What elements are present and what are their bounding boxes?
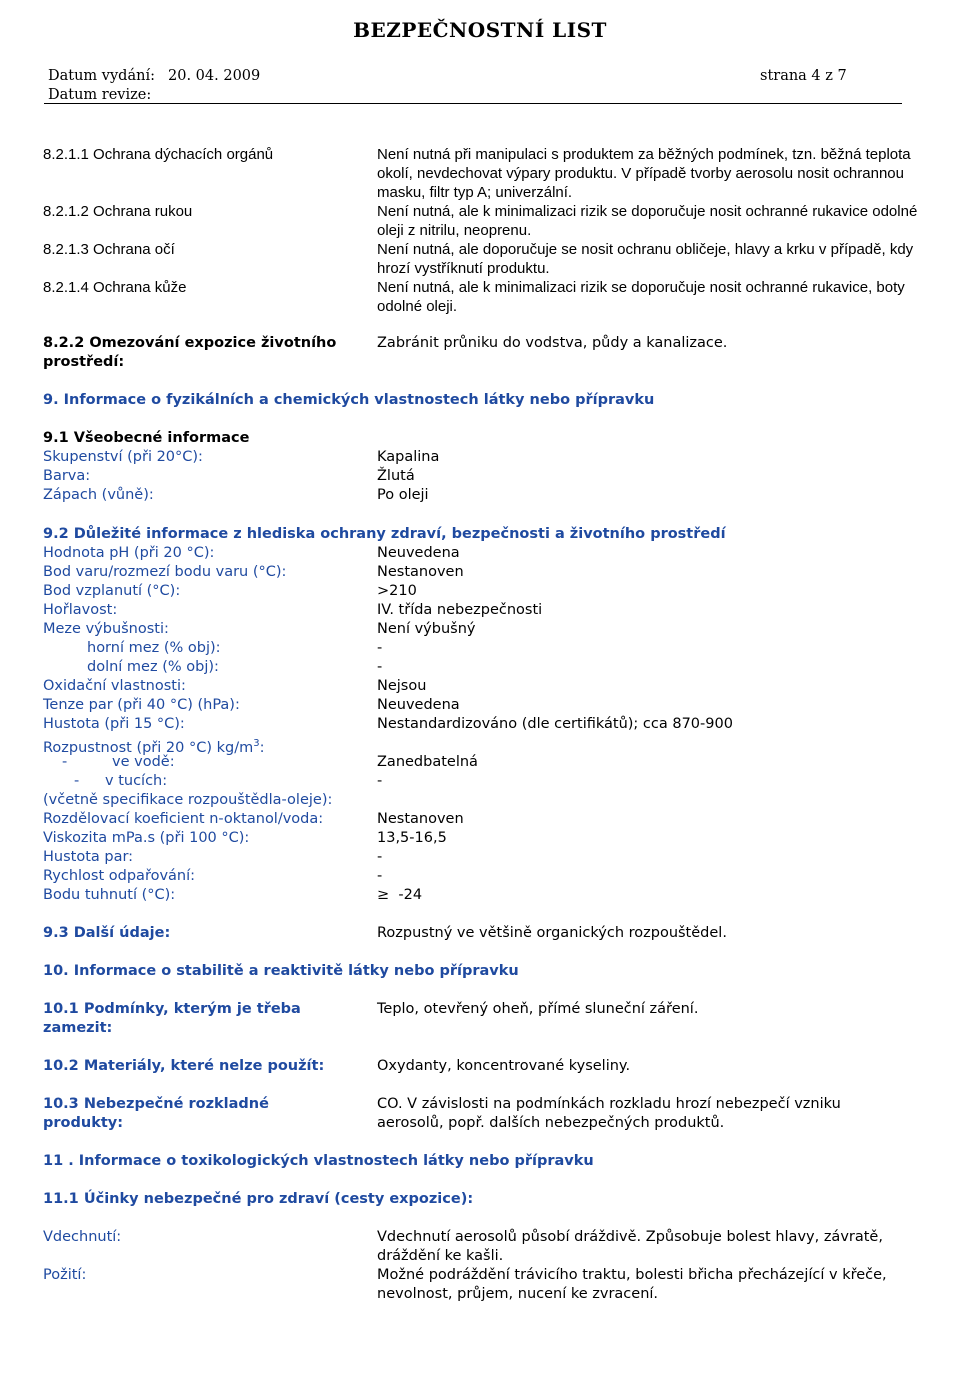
s101-text: Teplo, otevřený oheň, přímé sluneční záření. bbox=[377, 1001, 699, 1017]
issue-date: 20. 04. 2009 bbox=[168, 68, 261, 84]
prop-value: Neuvedena bbox=[377, 697, 460, 713]
s91-heading: 9.1 Všeobecné informace bbox=[43, 430, 250, 446]
prop-value: - bbox=[377, 659, 383, 675]
prop-value: Není výbušný bbox=[377, 621, 476, 637]
s102-label: 10.2 Materiály, které nelze použít: bbox=[43, 1058, 325, 1074]
prop-value: - bbox=[377, 773, 383, 789]
prop-label: Rychlost odpařování: bbox=[43, 868, 196, 884]
dash-marker: - bbox=[74, 773, 80, 789]
prop-label: Bodu tuhnutí (°C): bbox=[43, 887, 176, 903]
prop-value: Po oleji bbox=[377, 487, 429, 503]
s9-heading: 9. Informace o fyzikálních a chemických vlastnostech látky nebo přípravku bbox=[43, 392, 655, 408]
prop-label: Skupenství (při 20°C): bbox=[43, 449, 203, 465]
prop-label: Hustota (při 15 °C): bbox=[43, 716, 185, 732]
s822-text: Zabránit průniku do vodstva, půdy a kanalizace. bbox=[377, 335, 728, 351]
route-label: Požití: bbox=[43, 1267, 87, 1283]
revision-date-label: Datum revize: bbox=[48, 87, 152, 103]
s111-heading: 11.1 Účinky nebezpečné pro zdraví (cesty expozice): bbox=[43, 1191, 474, 1207]
issue-date-label: Datum vydání: bbox=[48, 68, 155, 84]
s103-text: CO. V závislosti na podmínkách rozkladu hrozí nebezpečí vzniku aerosolů, popř. dalších nebezpečných produktů. bbox=[377, 1096, 841, 1131]
s102-text: Oxydanty, koncentrované kyseliny. bbox=[377, 1058, 631, 1074]
s8214-label: 8.2.1.4 Ochrana kůže bbox=[43, 279, 187, 296]
route-text: Možné podráždění trávicího traktu, bolesti břicha přecházející v křeče, nevolnost, průjem, nucení ke zvracení. bbox=[377, 1267, 887, 1302]
prop-label: Oxidační vlastnosti: bbox=[43, 678, 186, 694]
prop-label: Rozdělovací koeficient n-oktanol/voda: bbox=[43, 811, 324, 827]
route-text: Vdechnutí aerosolů působí dráždivě. Způsobuje bolest hlavy, závratě, dráždění ke kašli. bbox=[377, 1229, 883, 1264]
prop-value: Nejsou bbox=[377, 678, 427, 694]
s103-label: 10.3 Nebezpečné rozkladné produkty: bbox=[43, 1096, 269, 1131]
s101-label: 10.1 Podmínky, kterým je třeba zamezit: bbox=[43, 1001, 301, 1036]
prop-label: v tucích: bbox=[105, 773, 168, 789]
page-number: strana 4 z 7 bbox=[760, 68, 847, 84]
s11-heading: 11 . Informace o toxikologických vlastnostech látky nebo přípravku bbox=[43, 1153, 594, 1169]
prop-label: horní mez (% obj): bbox=[87, 640, 221, 656]
prop-label: Viskozita mPa.s (při 100 °C): bbox=[43, 830, 250, 846]
s821-label: 8.2.1.1 Ochrana dýchacích orgánů bbox=[43, 146, 274, 163]
route-label: Vdechnutí: bbox=[43, 1229, 122, 1245]
s8213-text: Není nutná, ale doporučuje se nosit ochranu obličeje, hlavy a krku v případě, kdy hrozí vystříknutí produktu. bbox=[377, 241, 914, 277]
prop-label: Hustota par: bbox=[43, 849, 134, 865]
prop-value: ≥ -24 bbox=[377, 887, 423, 903]
header-divider bbox=[44, 103, 902, 104]
s10-heading: 10. Informace o stabilitě a reaktivitě látky nebo přípravku bbox=[43, 963, 519, 979]
s822-label: 8.2.2 Omezování expozice životního prostředí: bbox=[43, 335, 337, 370]
prop-label: Tenze par (při 40 °C) (hPa): bbox=[43, 697, 240, 713]
s8212-text: Není nutná, ale k minimalizaci rizik se doporučuje nosit ochranné rukavice odolné oleji z nitrilu, neoprenu. bbox=[377, 203, 918, 239]
prop-value: IV. třída nebezpečnosti bbox=[377, 602, 543, 618]
prop-label: dolní mez (% obj): bbox=[87, 659, 219, 675]
prop-value: Nestanoven bbox=[377, 564, 464, 580]
prop-value: - bbox=[377, 640, 383, 656]
prop-value: Neuvedena bbox=[377, 545, 460, 561]
s92-heading: 9.2 Důležité informace z hlediska ochrany zdraví, bezpečnosti a životního prostředí bbox=[43, 526, 726, 542]
prop-label: Bod vzplanutí (°C): bbox=[43, 583, 181, 599]
prop-label: ve vodě: bbox=[112, 754, 175, 770]
prop-value: - bbox=[377, 868, 383, 884]
s8213-label: 8.2.1.3 Ochrana očí bbox=[43, 241, 175, 258]
prop-value: Nestandardizováno (dle certifikátů); cca 870-900 bbox=[377, 716, 733, 732]
dash-marker: - bbox=[62, 754, 68, 770]
s93-text: Rozpustný ve většině organických rozpouštědel. bbox=[377, 925, 727, 941]
prop-value: >210 bbox=[377, 583, 417, 599]
prop-label: Hořlavost: bbox=[43, 602, 118, 618]
prop-value: Nestanoven bbox=[377, 811, 464, 827]
prop-value: - bbox=[377, 849, 383, 865]
document-title: BEZPEČNOSTNÍ LIST bbox=[353, 18, 607, 42]
prop-value: 13,5-16,5 bbox=[377, 830, 447, 846]
prop-label: Barva: bbox=[43, 468, 91, 484]
s8212-label: 8.2.1.2 Ochrana rukou bbox=[43, 203, 193, 220]
prop-value: Žlutá bbox=[377, 468, 415, 484]
s821-text: Není nutná při manipulaci s produktem za běžných podmínek, tzn. běžná teplota okolí, nevdechovat výpary produktu. V případě tvorby aerosolu nosit ochrannou masku, filtr typ A; univerzální. bbox=[377, 146, 911, 201]
prop-value: Zanedbatelná bbox=[377, 754, 478, 770]
prop-label: Bod varu/rozmezí bodu varu (°C): bbox=[43, 564, 287, 580]
prop-label: Meze výbušnosti: bbox=[43, 621, 169, 637]
solubility-label: Rozpustnost (při 20 °C) $kg/m^3$: bbox=[43, 738, 265, 756]
prop-label: Zápach (vůně): bbox=[43, 487, 154, 503]
prop-label: Hodnota pH (při 20 °C): bbox=[43, 545, 215, 561]
s93-heading: 9.3 Další údaje: bbox=[43, 925, 171, 941]
prop-label: (včetně specifikace rozpouštědla-oleje): bbox=[43, 792, 333, 808]
prop-value: Kapalina bbox=[377, 449, 440, 465]
s8214-text: Není nutná, ale k minimalizaci rizik se doporučuje nosit ochranné rukavice, boty odolné oleji. bbox=[377, 279, 905, 315]
